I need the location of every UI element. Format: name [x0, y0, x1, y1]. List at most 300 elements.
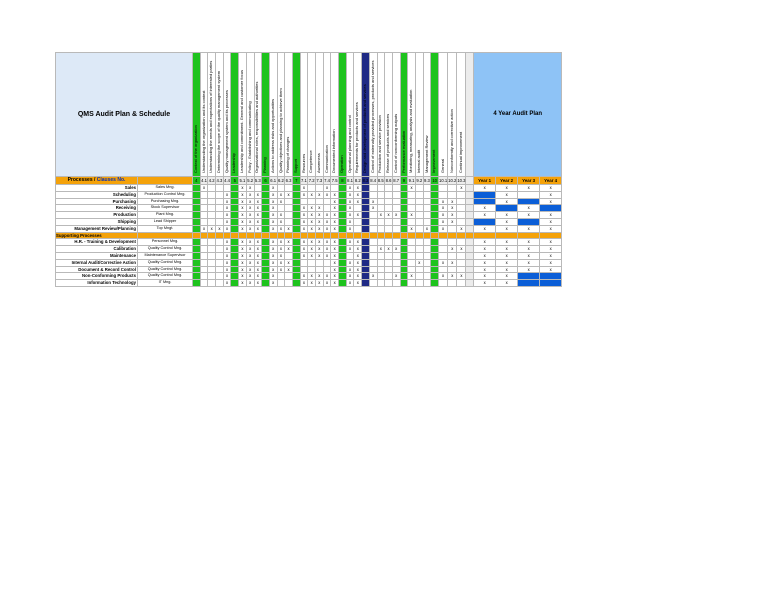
- audit-mark-cell[interactable]: x: [448, 259, 457, 266]
- audit-mark-cell[interactable]: [362, 252, 370, 259]
- audit-mark-cell[interactable]: [466, 185, 474, 192]
- audit-mark-cell[interactable]: [231, 225, 239, 232]
- audit-mark-cell[interactable]: [208, 198, 216, 205]
- audit-mark-cell[interactable]: x: [223, 246, 231, 253]
- audit-mark-cell[interactable]: x: [254, 259, 262, 266]
- audit-mark-cell[interactable]: [262, 280, 270, 287]
- audit-mark-cell[interactable]: [385, 225, 393, 232]
- audit-mark-cell[interactable]: [339, 280, 347, 287]
- audit-mark-cell[interactable]: [262, 252, 270, 259]
- audit-mark-cell[interactable]: [415, 246, 423, 253]
- audit-mark-cell[interactable]: [216, 273, 224, 280]
- year-cell[interactable]: x: [540, 266, 562, 273]
- audit-mark-cell[interactable]: [423, 191, 431, 198]
- audit-mark-cell[interactable]: [408, 191, 416, 198]
- audit-mark-cell[interactable]: [354, 225, 362, 232]
- audit-mark-cell[interactable]: x: [448, 212, 457, 219]
- audit-mark-cell[interactable]: [457, 280, 466, 287]
- audit-mark-cell[interactable]: x: [269, 218, 277, 225]
- clause-header[interactable]: [193, 53, 201, 177]
- audit-mark-cell[interactable]: [369, 246, 377, 253]
- audit-mark-cell[interactable]: [431, 185, 439, 192]
- clause-header[interactable]: [457, 53, 466, 177]
- audit-mark-cell[interactable]: [369, 218, 377, 225]
- audit-mark-cell[interactable]: [231, 259, 239, 266]
- audit-mark-cell[interactable]: x: [223, 280, 231, 287]
- audit-mark-cell[interactable]: x: [269, 225, 277, 232]
- year-cell[interactable]: [474, 191, 496, 198]
- audit-mark-cell[interactable]: [408, 266, 416, 273]
- clause-header[interactable]: [231, 53, 239, 177]
- audit-mark-cell[interactable]: x: [285, 191, 293, 198]
- audit-mark-cell[interactable]: [385, 252, 393, 259]
- audit-mark-cell[interactable]: [277, 185, 285, 192]
- audit-mark-cell[interactable]: x: [448, 246, 457, 253]
- audit-mark-cell[interactable]: [231, 212, 239, 219]
- audit-mark-cell[interactable]: [231, 280, 239, 287]
- audit-mark-cell[interactable]: [362, 198, 370, 205]
- audit-mark-cell[interactable]: x: [246, 225, 254, 232]
- year-cell[interactable]: x: [496, 212, 518, 219]
- year-cell[interactable]: x: [518, 259, 540, 266]
- audit-mark-cell[interactable]: [457, 239, 466, 246]
- audit-mark-cell[interactable]: x: [277, 246, 285, 253]
- audit-mark-cell[interactable]: [423, 239, 431, 246]
- audit-mark-cell[interactable]: x: [269, 185, 277, 192]
- audit-mark-cell[interactable]: [292, 218, 300, 225]
- audit-mark-cell[interactable]: [431, 246, 439, 253]
- year-cell[interactable]: x: [474, 266, 496, 273]
- audit-mark-cell[interactable]: [466, 266, 474, 273]
- audit-mark-cell[interactable]: [362, 191, 370, 198]
- audit-mark-cell[interactable]: [216, 252, 224, 259]
- audit-mark-cell[interactable]: x: [316, 246, 324, 253]
- audit-mark-cell[interactable]: x: [254, 198, 262, 205]
- audit-mark-cell[interactable]: [285, 218, 293, 225]
- audit-mark-cell[interactable]: [277, 205, 285, 212]
- audit-mark-cell[interactable]: [200, 218, 208, 225]
- clause-header[interactable]: [316, 53, 324, 177]
- audit-mark-cell[interactable]: [466, 191, 474, 198]
- year-cell[interactable]: x: [474, 185, 496, 192]
- audit-mark-cell[interactable]: [262, 239, 270, 246]
- audit-mark-cell[interactable]: x: [239, 205, 247, 212]
- audit-mark-cell[interactable]: x: [439, 225, 448, 232]
- audit-mark-cell[interactable]: x: [223, 205, 231, 212]
- year-cell[interactable]: x: [496, 225, 518, 232]
- audit-mark-cell[interactable]: [339, 273, 347, 280]
- audit-mark-cell[interactable]: [423, 205, 431, 212]
- audit-mark-cell[interactable]: [415, 266, 423, 273]
- audit-mark-cell[interactable]: x: [457, 225, 466, 232]
- audit-mark-cell[interactable]: [300, 259, 308, 266]
- audit-mark-cell[interactable]: x: [316, 280, 324, 287]
- audit-mark-cell[interactable]: [193, 259, 201, 266]
- audit-mark-cell[interactable]: x: [300, 225, 308, 232]
- audit-mark-cell[interactable]: [231, 218, 239, 225]
- year-cell[interactable]: x: [540, 225, 562, 232]
- audit-mark-cell[interactable]: x: [316, 212, 324, 219]
- clause-header[interactable]: [285, 53, 293, 177]
- audit-mark-cell[interactable]: x: [369, 205, 377, 212]
- audit-mark-cell[interactable]: [285, 280, 293, 287]
- audit-mark-cell[interactable]: [231, 205, 239, 212]
- audit-mark-cell[interactable]: [292, 212, 300, 219]
- audit-mark-cell[interactable]: x: [331, 246, 339, 253]
- year-cell[interactable]: [474, 218, 496, 225]
- audit-mark-cell[interactable]: x: [269, 246, 277, 253]
- audit-mark-cell[interactable]: [216, 212, 224, 219]
- audit-mark-cell[interactable]: x: [308, 205, 316, 212]
- year-cell[interactable]: x: [518, 266, 540, 273]
- audit-mark-cell[interactable]: [415, 252, 423, 259]
- audit-mark-cell[interactable]: [369, 191, 377, 198]
- audit-mark-cell[interactable]: x: [246, 273, 254, 280]
- audit-mark-cell[interactable]: x: [323, 191, 331, 198]
- audit-mark-cell[interactable]: [292, 198, 300, 205]
- audit-mark-cell[interactable]: [385, 266, 393, 273]
- audit-mark-cell[interactable]: x: [223, 239, 231, 246]
- audit-mark-cell[interactable]: [231, 252, 239, 259]
- audit-mark-cell[interactable]: [200, 280, 208, 287]
- audit-mark-cell[interactable]: x: [308, 246, 316, 253]
- audit-mark-cell[interactable]: [362, 246, 370, 253]
- audit-mark-cell[interactable]: [385, 273, 393, 280]
- audit-mark-cell[interactable]: [392, 239, 400, 246]
- audit-mark-cell[interactable]: x: [323, 280, 331, 287]
- clause-header[interactable]: [423, 53, 431, 177]
- audit-mark-cell[interactable]: [231, 185, 239, 192]
- audit-mark-cell[interactable]: x: [285, 225, 293, 232]
- year-cell[interactable]: x: [540, 252, 562, 259]
- audit-mark-cell[interactable]: [431, 239, 439, 246]
- clause-header[interactable]: [346, 53, 354, 177]
- clause-header[interactable]: [208, 53, 216, 177]
- audit-mark-cell[interactable]: [457, 259, 466, 266]
- audit-mark-cell[interactable]: [377, 185, 385, 192]
- audit-mark-cell[interactable]: [400, 246, 408, 253]
- audit-mark-cell[interactable]: x: [323, 239, 331, 246]
- audit-mark-cell[interactable]: [448, 280, 457, 287]
- audit-mark-cell[interactable]: x: [369, 198, 377, 205]
- clause-header[interactable]: [269, 53, 277, 177]
- audit-mark-cell[interactable]: [377, 273, 385, 280]
- audit-mark-cell[interactable]: x: [354, 273, 362, 280]
- year-cell[interactable]: x: [474, 225, 496, 232]
- audit-mark-cell[interactable]: x: [223, 273, 231, 280]
- audit-mark-cell[interactable]: x: [331, 198, 339, 205]
- audit-mark-cell[interactable]: x: [254, 273, 262, 280]
- audit-mark-cell[interactable]: [316, 266, 324, 273]
- year-cell[interactable]: x: [496, 280, 518, 287]
- audit-mark-cell[interactable]: [208, 259, 216, 266]
- audit-mark-cell[interactable]: [369, 252, 377, 259]
- year-cell[interactable]: x: [496, 198, 518, 205]
- year-cell[interactable]: x: [518, 239, 540, 246]
- year-cell[interactable]: [540, 205, 562, 212]
- audit-mark-cell[interactable]: [448, 266, 457, 273]
- audit-mark-cell[interactable]: [439, 266, 448, 273]
- audit-mark-cell[interactable]: x: [392, 246, 400, 253]
- audit-mark-cell[interactable]: [408, 198, 416, 205]
- audit-mark-cell[interactable]: x: [239, 252, 247, 259]
- audit-mark-cell[interactable]: [285, 185, 293, 192]
- audit-mark-cell[interactable]: x: [239, 259, 247, 266]
- audit-mark-cell[interactable]: [466, 252, 474, 259]
- audit-mark-cell[interactable]: x: [448, 273, 457, 280]
- audit-mark-cell[interactable]: [415, 191, 423, 198]
- audit-mark-cell[interactable]: x: [316, 191, 324, 198]
- audit-mark-cell[interactable]: [262, 218, 270, 225]
- audit-mark-cell[interactable]: [354, 205, 362, 212]
- year-cell[interactable]: [518, 280, 540, 287]
- audit-mark-cell[interactable]: x: [246, 191, 254, 198]
- audit-mark-cell[interactable]: [385, 239, 393, 246]
- audit-mark-cell[interactable]: [392, 185, 400, 192]
- audit-mark-cell[interactable]: [423, 273, 431, 280]
- audit-mark-cell[interactable]: [200, 212, 208, 219]
- audit-mark-cell[interactable]: [377, 266, 385, 273]
- audit-mark-cell[interactable]: x: [246, 246, 254, 253]
- audit-mark-cell[interactable]: [193, 205, 201, 212]
- audit-mark-cell[interactable]: x: [457, 273, 466, 280]
- audit-mark-cell[interactable]: [216, 185, 224, 192]
- audit-mark-cell[interactable]: x: [331, 252, 339, 259]
- audit-mark-cell[interactable]: x: [439, 198, 448, 205]
- audit-mark-cell[interactable]: [400, 239, 408, 246]
- audit-mark-cell[interactable]: [377, 239, 385, 246]
- year-cell[interactable]: x: [474, 205, 496, 212]
- audit-mark-cell[interactable]: x: [331, 212, 339, 219]
- audit-mark-cell[interactable]: [362, 218, 370, 225]
- audit-mark-cell[interactable]: [457, 191, 466, 198]
- audit-mark-cell[interactable]: [408, 259, 416, 266]
- audit-mark-cell[interactable]: x: [316, 239, 324, 246]
- year-cell[interactable]: x: [540, 191, 562, 198]
- audit-mark-cell[interactable]: x: [254, 218, 262, 225]
- clause-header[interactable]: [377, 53, 385, 177]
- audit-mark-cell[interactable]: [200, 239, 208, 246]
- clause-header[interactable]: [385, 53, 393, 177]
- year-cell[interactable]: x: [496, 273, 518, 280]
- audit-mark-cell[interactable]: [308, 266, 316, 273]
- audit-mark-cell[interactable]: [231, 273, 239, 280]
- audit-mark-cell[interactable]: [262, 198, 270, 205]
- audit-mark-cell[interactable]: [339, 212, 347, 219]
- audit-mark-cell[interactable]: [216, 239, 224, 246]
- audit-mark-cell[interactable]: x: [354, 259, 362, 266]
- audit-mark-cell[interactable]: x: [308, 280, 316, 287]
- audit-mark-cell[interactable]: x: [331, 205, 339, 212]
- audit-mark-cell[interactable]: x: [246, 280, 254, 287]
- audit-mark-cell[interactable]: [316, 198, 324, 205]
- audit-mark-cell[interactable]: [323, 259, 331, 266]
- audit-mark-cell[interactable]: [362, 239, 370, 246]
- audit-mark-cell[interactable]: x: [269, 252, 277, 259]
- year-cell[interactable]: x: [474, 259, 496, 266]
- audit-mark-cell[interactable]: x: [239, 185, 247, 192]
- audit-mark-cell[interactable]: x: [331, 280, 339, 287]
- audit-mark-cell[interactable]: [392, 280, 400, 287]
- audit-mark-cell[interactable]: [285, 198, 293, 205]
- audit-mark-cell[interactable]: x: [354, 239, 362, 246]
- audit-mark-cell[interactable]: [439, 252, 448, 259]
- audit-mark-cell[interactable]: [285, 252, 293, 259]
- audit-mark-cell[interactable]: [339, 239, 347, 246]
- clause-header[interactable]: [448, 53, 457, 177]
- audit-mark-cell[interactable]: [431, 205, 439, 212]
- year-cell[interactable]: x: [496, 266, 518, 273]
- audit-mark-cell[interactable]: x: [346, 218, 354, 225]
- audit-mark-cell[interactable]: [385, 218, 393, 225]
- audit-mark-cell[interactable]: [193, 273, 201, 280]
- audit-mark-cell[interactable]: [408, 239, 416, 246]
- audit-mark-cell[interactable]: x: [377, 212, 385, 219]
- year-cell[interactable]: [540, 280, 562, 287]
- clause-header[interactable]: [408, 53, 416, 177]
- audit-mark-cell[interactable]: [200, 205, 208, 212]
- audit-mark-cell[interactable]: x: [354, 185, 362, 192]
- audit-mark-cell[interactable]: x: [239, 218, 247, 225]
- audit-mark-cell[interactable]: [400, 266, 408, 273]
- year-cell[interactable]: [496, 205, 518, 212]
- audit-mark-cell[interactable]: x: [369, 273, 377, 280]
- audit-mark-cell[interactable]: [439, 185, 448, 192]
- audit-mark-cell[interactable]: x: [300, 280, 308, 287]
- audit-mark-cell[interactable]: [385, 198, 393, 205]
- audit-mark-cell[interactable]: x: [269, 280, 277, 287]
- audit-mark-cell[interactable]: x: [246, 259, 254, 266]
- audit-mark-cell[interactable]: x: [331, 225, 339, 232]
- audit-mark-cell[interactable]: [300, 198, 308, 205]
- clause-header[interactable]: [292, 53, 300, 177]
- audit-mark-cell[interactable]: [423, 185, 431, 192]
- audit-mark-cell[interactable]: x: [354, 252, 362, 259]
- year-cell[interactable]: x: [540, 212, 562, 219]
- audit-mark-cell[interactable]: x: [285, 259, 293, 266]
- audit-mark-cell[interactable]: [392, 259, 400, 266]
- audit-mark-cell[interactable]: [292, 239, 300, 246]
- audit-mark-cell[interactable]: x: [277, 198, 285, 205]
- audit-mark-cell[interactable]: [385, 205, 393, 212]
- audit-mark-cell[interactable]: x: [323, 252, 331, 259]
- audit-mark-cell[interactable]: x: [216, 225, 224, 232]
- audit-mark-cell[interactable]: [223, 185, 231, 192]
- audit-mark-cell[interactable]: [308, 198, 316, 205]
- audit-mark-cell[interactable]: x: [346, 259, 354, 266]
- audit-mark-cell[interactable]: x: [300, 205, 308, 212]
- year-cell[interactable]: x: [474, 280, 496, 287]
- audit-mark-cell[interactable]: x: [308, 252, 316, 259]
- audit-mark-cell[interactable]: x: [346, 239, 354, 246]
- audit-mark-cell[interactable]: [292, 259, 300, 266]
- audit-mark-cell[interactable]: x: [277, 239, 285, 246]
- year-cell[interactable]: x: [518, 185, 540, 192]
- audit-mark-cell[interactable]: [423, 198, 431, 205]
- audit-mark-cell[interactable]: x: [423, 225, 431, 232]
- audit-mark-cell[interactable]: x: [308, 225, 316, 232]
- audit-mark-cell[interactable]: [354, 218, 362, 225]
- audit-mark-cell[interactable]: [415, 273, 423, 280]
- audit-mark-cell[interactable]: [339, 218, 347, 225]
- clause-header[interactable]: [246, 53, 254, 177]
- audit-mark-cell[interactable]: [254, 185, 262, 192]
- audit-mark-cell[interactable]: [423, 266, 431, 273]
- year-cell[interactable]: x: [496, 259, 518, 266]
- audit-mark-cell[interactable]: x: [457, 246, 466, 253]
- clause-header[interactable]: [254, 53, 262, 177]
- audit-mark-cell[interactable]: [262, 273, 270, 280]
- audit-mark-cell[interactable]: [431, 218, 439, 225]
- audit-mark-cell[interactable]: [377, 259, 385, 266]
- audit-mark-cell[interactable]: x: [354, 191, 362, 198]
- audit-mark-cell[interactable]: [339, 246, 347, 253]
- audit-mark-cell[interactable]: x: [246, 205, 254, 212]
- audit-mark-cell[interactable]: [385, 259, 393, 266]
- year-cell[interactable]: x: [518, 252, 540, 259]
- year-cell[interactable]: x: [496, 239, 518, 246]
- audit-mark-cell[interactable]: [377, 280, 385, 287]
- audit-mark-cell[interactable]: [193, 239, 201, 246]
- audit-mark-cell[interactable]: [400, 212, 408, 219]
- audit-mark-cell[interactable]: [400, 252, 408, 259]
- clause-header[interactable]: [400, 53, 408, 177]
- audit-mark-cell[interactable]: x: [300, 212, 308, 219]
- audit-mark-cell[interactable]: x: [448, 205, 457, 212]
- audit-mark-cell[interactable]: [369, 266, 377, 273]
- audit-mark-cell[interactable]: x: [323, 212, 331, 219]
- audit-mark-cell[interactable]: x: [223, 218, 231, 225]
- year-cell[interactable]: x: [518, 225, 540, 232]
- audit-mark-cell[interactable]: [323, 205, 331, 212]
- audit-mark-cell[interactable]: [448, 185, 457, 192]
- audit-mark-cell[interactable]: x: [254, 239, 262, 246]
- audit-mark-cell[interactable]: [466, 246, 474, 253]
- audit-mark-cell[interactable]: [448, 225, 457, 232]
- year-cell[interactable]: [518, 191, 540, 198]
- audit-mark-cell[interactable]: [200, 273, 208, 280]
- clause-header[interactable]: [308, 53, 316, 177]
- audit-mark-cell[interactable]: [448, 239, 457, 246]
- audit-mark-cell[interactable]: [316, 259, 324, 266]
- audit-mark-cell[interactable]: [466, 280, 474, 287]
- year-cell[interactable]: x: [518, 205, 540, 212]
- audit-mark-cell[interactable]: [292, 225, 300, 232]
- audit-mark-cell[interactable]: [408, 252, 416, 259]
- audit-mark-cell[interactable]: x: [254, 225, 262, 232]
- audit-mark-cell[interactable]: [208, 218, 216, 225]
- audit-mark-cell[interactable]: x: [323, 246, 331, 253]
- audit-mark-cell[interactable]: [193, 185, 201, 192]
- audit-mark-cell[interactable]: [415, 225, 423, 232]
- audit-mark-cell[interactable]: [193, 218, 201, 225]
- year-cell[interactable]: [518, 273, 540, 280]
- audit-mark-cell[interactable]: x: [300, 185, 308, 192]
- year-cell[interactable]: x: [540, 239, 562, 246]
- audit-mark-cell[interactable]: [331, 185, 339, 192]
- audit-mark-cell[interactable]: [392, 218, 400, 225]
- audit-mark-cell[interactable]: [193, 225, 201, 232]
- audit-mark-cell[interactable]: [392, 266, 400, 273]
- audit-mark-cell[interactable]: [423, 212, 431, 219]
- audit-mark-cell[interactable]: x: [223, 212, 231, 219]
- audit-mark-cell[interactable]: [216, 280, 224, 287]
- audit-mark-cell[interactable]: [193, 280, 201, 287]
- audit-mark-cell[interactable]: [193, 246, 201, 253]
- audit-mark-cell[interactable]: x: [223, 191, 231, 198]
- audit-mark-cell[interactable]: [292, 246, 300, 253]
- audit-mark-cell[interactable]: x: [346, 266, 354, 273]
